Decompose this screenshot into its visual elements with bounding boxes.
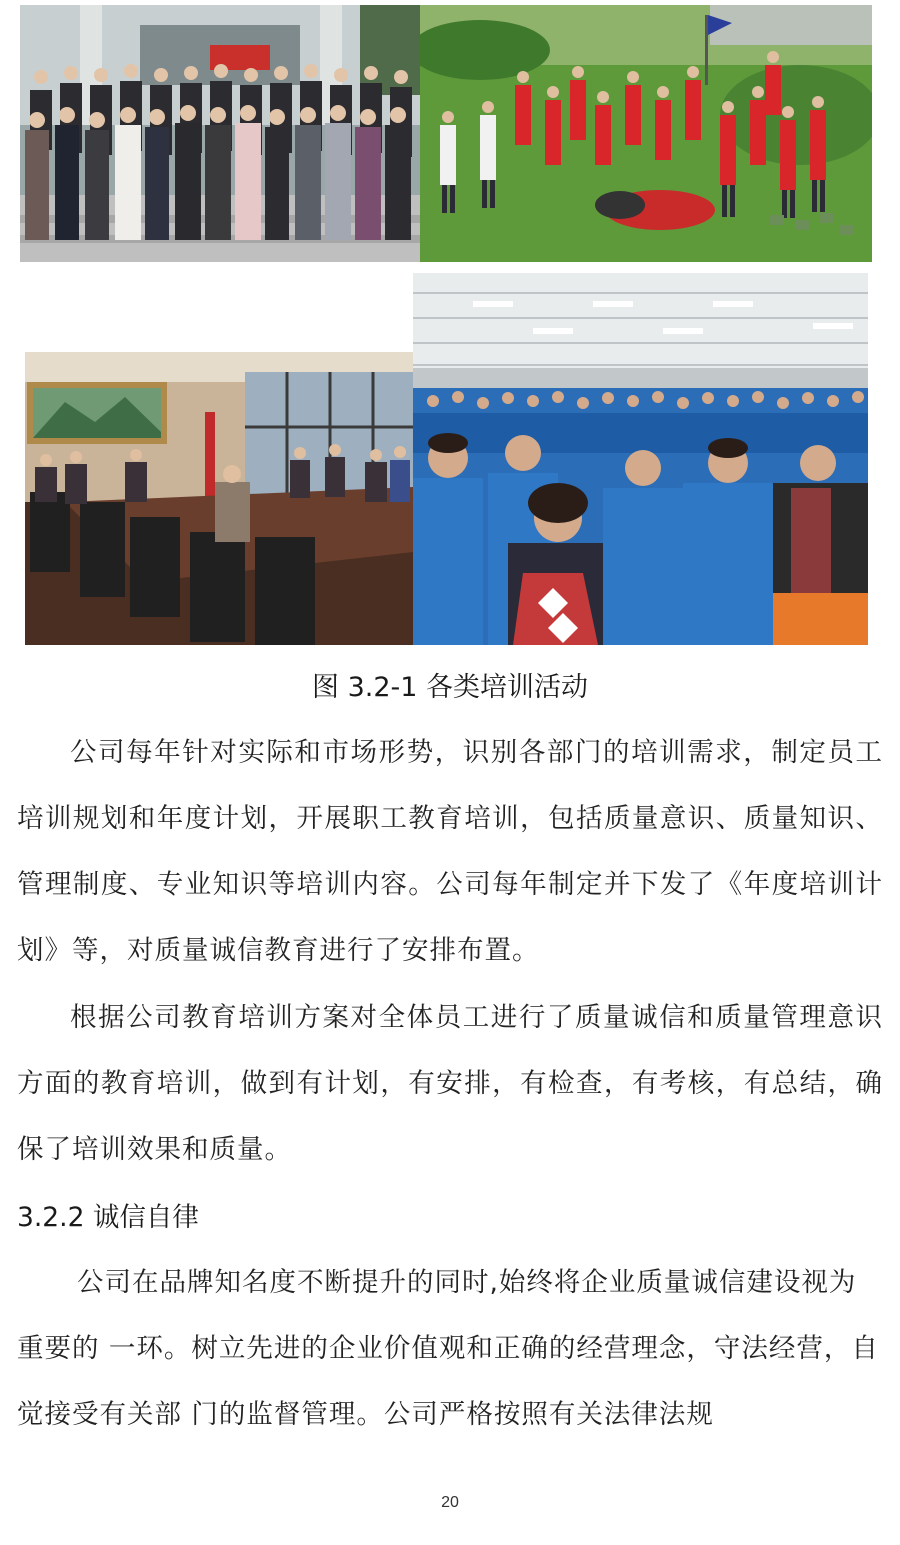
page-number: 20: [441, 1494, 459, 1511]
section-heading: 3.2.2 诚信自律: [17, 1202, 199, 1233]
photo-group-at-building: [20, 5, 420, 262]
photo-meeting-room: [25, 352, 413, 645]
photo-volunteers-on-lawn: [420, 5, 872, 262]
paragraph-training-scheme: 根据公司教育培训方案对全体员工进行了质量诚信和质量管理意识方面的教育培训，做到有计划，有安排，有检查，有考核，有总结，确保了培训效果和质量。: [17, 1002, 883, 1165]
paragraph-integrity: 公司在品牌知名度不断提升的同时,始终将企业质量诚信建设视为重要的 一环。树立先进的企业价值观和正确的经营理念，守法经营，自觉接受有关部 门的监督管理。公司严格按照有关法律法规: [17, 1267, 879, 1430]
paragraph-training-plan: 公司每年针对实际和市场形势，识别各部门的培训需求，制定员工培训规划和年度计划，开展职工教育培训，包括质量意识、质量知识、管理制度、专业知识等培训内容。公司每年制定并下发了《年度培训计划》等，对质量诚信教育进行了安排布置。: [17, 737, 883, 966]
photo-factory-training: [413, 273, 868, 645]
figure-caption: 图 3.2-1 各类培训活动: [311, 672, 589, 703]
